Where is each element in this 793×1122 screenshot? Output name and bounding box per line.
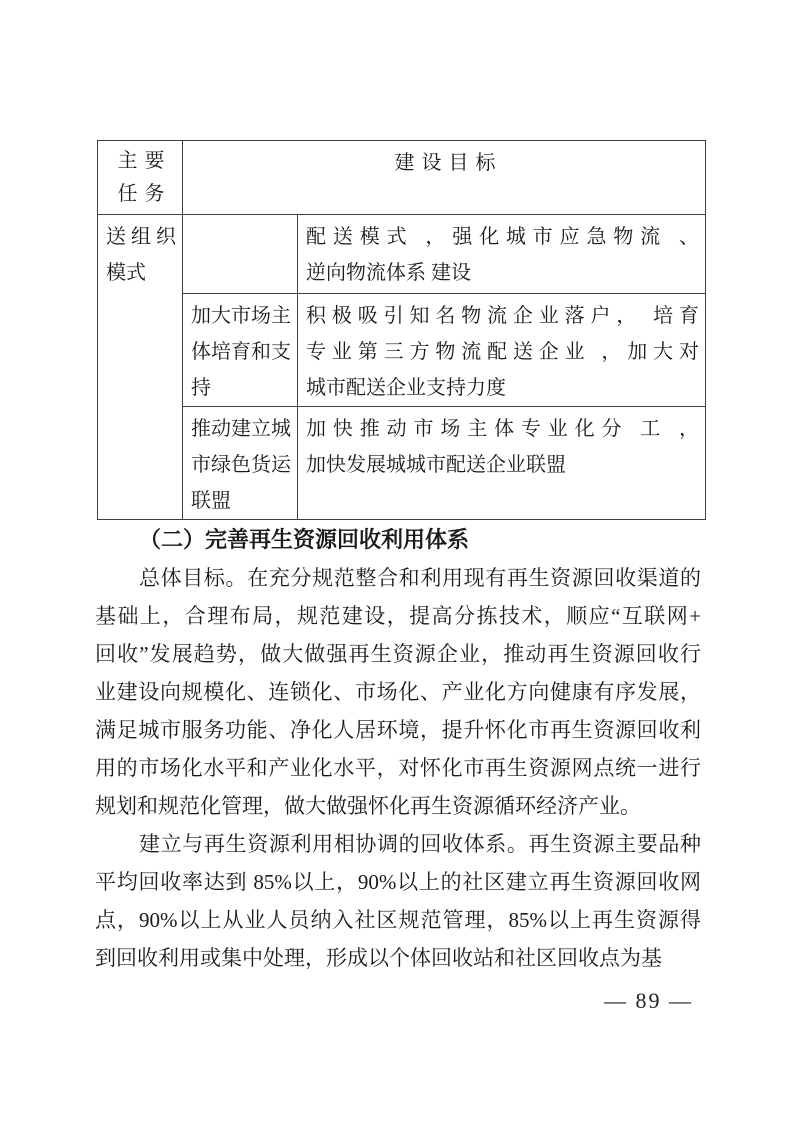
text-line: 市绿色货运 <box>191 454 291 476</box>
table-cell-goal-2 <box>298 294 706 407</box>
text-line: 逆向物流体系 建设 <box>306 262 471 284</box>
text-line: 配送模式 ，强化城市应急物流 、 <box>306 226 699 248</box>
table-cell-task-category <box>98 215 183 520</box>
paragraph-recycling-system <box>95 825 701 977</box>
table-row <box>98 215 706 294</box>
table-header-goal: 建设目标 <box>183 141 706 215</box>
text-line: 城市配送企业支持力度 <box>306 377 506 399</box>
page-number: — 89 — <box>604 988 693 1013</box>
text-line: 专业第三方物流配送企业 ，加大对 <box>306 341 699 363</box>
tasks-goals-table <box>97 140 706 520</box>
text-line: 体培育和支 <box>191 341 291 363</box>
header-line: 任务 <box>117 183 172 205</box>
text-line: 回收”发展趋势，做大做强再生资源企业，推动再生资源回收行 <box>95 642 701 666</box>
table-cell-goal-1 <box>298 215 706 294</box>
text-line: 规划和规范化管理，做大做强怀化再生资源循环经济产业。 <box>95 794 641 818</box>
table-header-main-task <box>98 141 183 215</box>
text-line: 加大市场主 <box>191 305 291 327</box>
table-cell-subtask-3 <box>183 407 298 520</box>
table-cell-subtask-1 <box>183 215 298 294</box>
text-line: 建立与再生资源利用相协调的回收体系。再生资源主要品种 <box>139 832 701 856</box>
table-header-row <box>98 141 706 215</box>
text-line: 平均回收率达到 85%以上，90%以上的社区建立再生资源回收网 <box>95 870 701 894</box>
table-cell-subtask-2 <box>183 294 298 407</box>
text-line: 到回收利用或集中处理，形成以个体回收站和社区回收点为基 <box>95 946 662 970</box>
text-line: 加快发展城城市配送企业联盟 <box>306 454 566 476</box>
text-line: 持 <box>191 377 211 399</box>
paragraph-overall-goal <box>95 559 701 825</box>
text-line: 用的市场化水平和产业化水平，对怀化市再生资源网点统一进行 <box>95 756 701 780</box>
text-line: 推动建立城 <box>191 418 291 440</box>
table-row <box>98 407 706 520</box>
body-content <box>95 521 701 977</box>
text-line: 联盟 <box>191 490 231 512</box>
text-line: 业建设向规模化、连锁化、市场化、产业化方向健康有序发展， <box>95 680 701 704</box>
text-line: 模式 <box>106 262 146 284</box>
text-line: 基础上，合理布局，规范建设，提高分拣技术，顺应“互联网+ <box>95 604 701 628</box>
text-line: 满足城市服务功能、净化人居环境，提升怀化市再生资源回收利 <box>95 718 701 742</box>
header-line: 主要 <box>117 150 172 172</box>
table-cell-goal-3 <box>298 407 706 520</box>
text-line: 送组织 <box>106 226 176 248</box>
text-line: 积极吸引知名物流企业落户， 培育 <box>306 305 699 327</box>
table-row <box>98 294 706 407</box>
text-line: 点，90%以上从业人员纳入社区规范管理，85%以上再生资源得 <box>95 908 701 932</box>
section-heading: （二）完善再生资源回收利用体系 <box>139 527 470 552</box>
text-line: 加快推动市场主体专业化分 工 ， <box>306 418 699 440</box>
text-line: 总体目标。在充分规范整合和利用现有再生资源回收渠道的 <box>139 566 701 590</box>
